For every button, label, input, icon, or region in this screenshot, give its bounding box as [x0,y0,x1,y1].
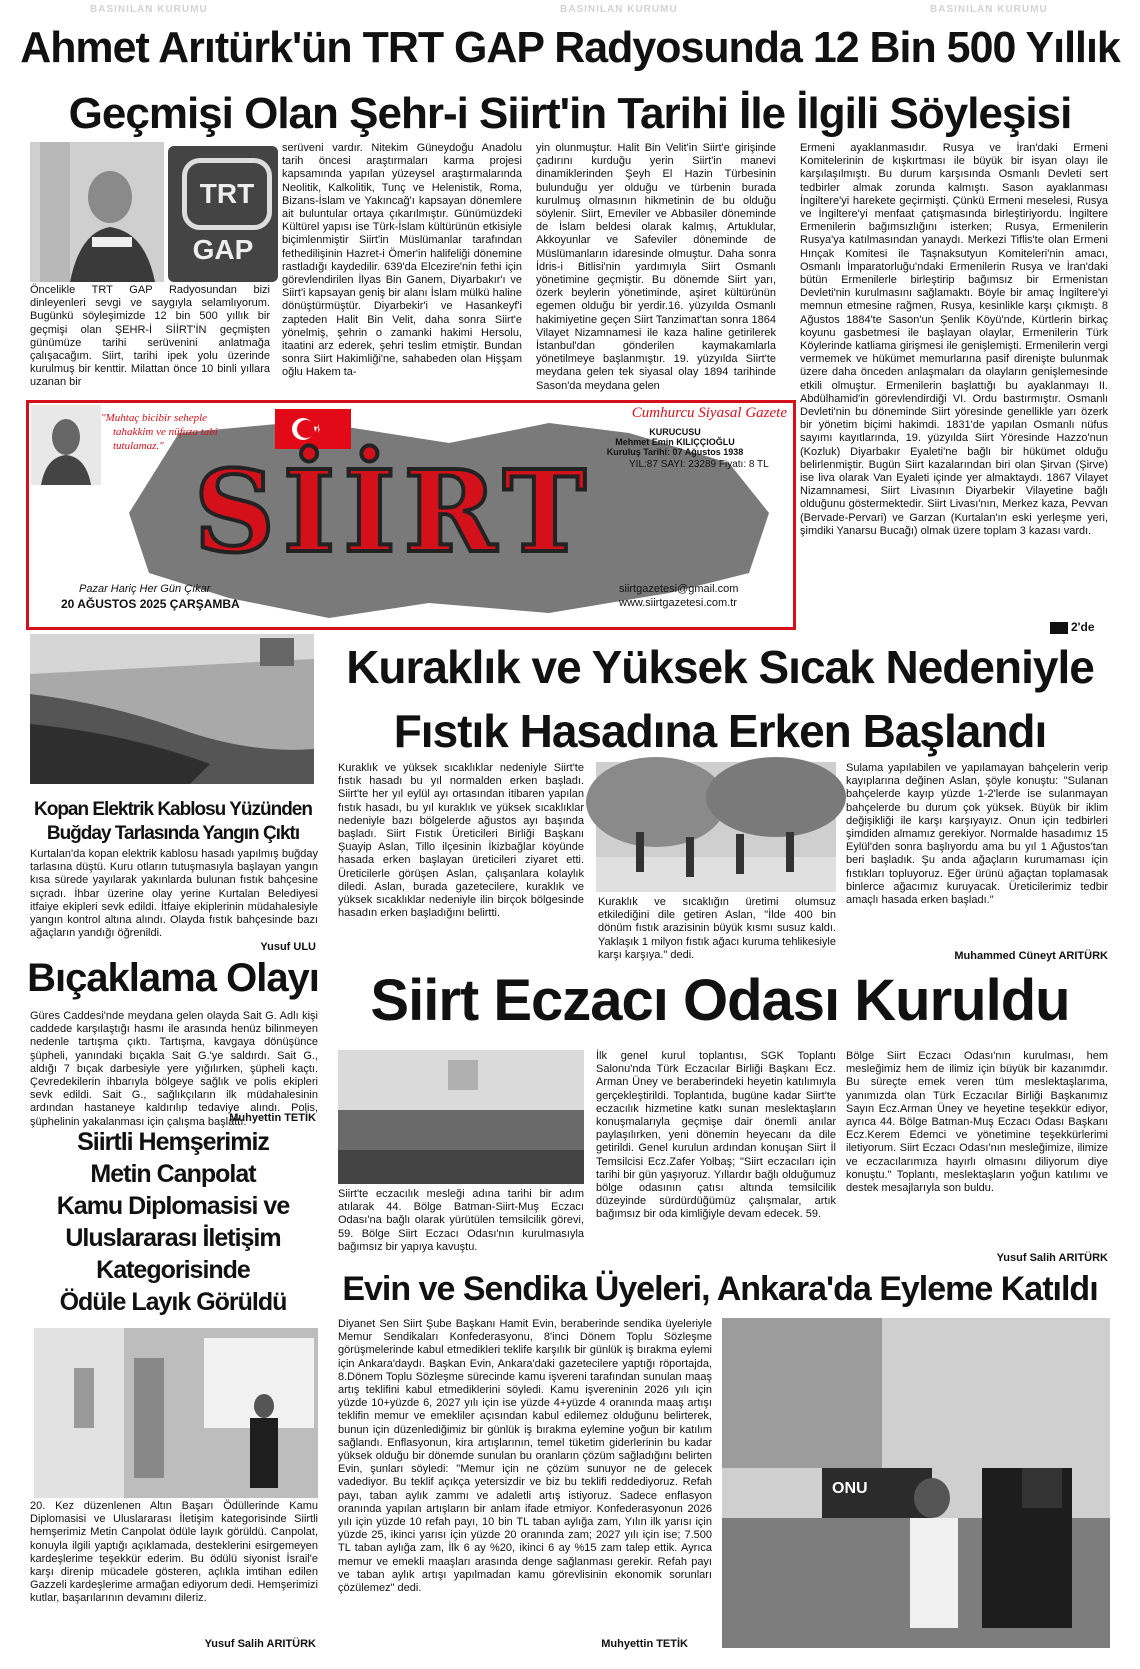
top-story-headline-2: Geçmişi Olan Şehr-i Siirt'in Tarihi İle İlgili Söyleşisi [68,89,1072,138]
ataturk-quote-line1: "Muhtaç bicibir seheple [101,412,208,424]
issue-date: 20 AĞUSTOS 2025 ÇARŞAMBA [61,597,240,611]
stab-body: Güres Caddesi'nde meydana gelen olayda Sait G. Adlı kişi caddede karşılaştığı hasmı ile arasında henüz bilinmeyen nedenle tartışma çıktı. Tartışma, kavgaya dönüşünce şüpheli, yanındaki bıçakla Sait G.'ye saldırdı. Sait G., aldığı 7 bıçak darbesiyle yere yığılırken, şüpheli kaçtı. Çevredekilerin ihbarıyla bölgeye sağlık ve polis ekipleri sevk edildi. Sait G., sağlıkçıların ilk müdahalesinin ardından hastaneye kaldırılıp tedaviye alındı. Polis, şüphelinin yakalanması için çalışma başlattı. [30,1010,318,1128]
award-headline-line: Kategorisinde [96,1256,250,1284]
stab-headline: Bıçaklama Olayı [27,956,319,1000]
watermark: BASINILAN KURUMU [90,4,208,15]
founded-date: Kuruluş Tarihi: 07 Ağustos 1938 [606,447,744,457]
masthead [26,400,796,630]
continued-page: 2'de [1071,620,1095,634]
continued-square-icon [1050,622,1068,634]
top-story-col2: serüveni vardır. Nitekim Güneydoğu Anadolu tarih öncesi araştırmaları karma projesi kapsamında yapılan yüzeysel araştırmalarında Neolitik, Kalkolitik, Tunç ve Helenistik, Roma, Bizans-İslam ve Yakıncağ'ı kapsayan dönemlere ait buluntular ortaya çıkarılmıştır. Günümüzdeki Kültürel yapısı ise Türk-İslam kültürünün etkisiyle biçimlenmiştir Siirt'in Müslümanlar tarafından fethedilişinin Hazret-i Ömer'in halifeliği dönemine rastladığı kaydedilir. 639'da Elcezire'nin fethi için görevlendirilen İlyas Bin Ganem, Diyarbakır'ı ve Siirt'i kapsayan geniş bir alanı İslam mülkü haline dönüştürmüştür. Diyarbekir'i ve Hasankeyf'i zapteden Halit Bin Velit, daha sonra Siirt'e yönelmiş, şehrin o zamanki hakimi Hersolu, itaatini arz ederek, şehri teslim etmiştir. Bundan sonra Siirt Hakimliği'ne, sahabeden olan Hişşam oğlu Hakem ta- [282,142,522,379]
award-headline [26,1126,320,1318]
union-photo [722,1318,1110,1648]
top-story-headline-1: Ahmet Arıtürk'ün TRT GAP Radyosunda 12 Bin 500 Yıllık [20,23,1120,72]
top-story-col1: Öncelikle TRT GAP Radyosundan bizi dinleyenleri sevgi ve saygıyla selamlıyorum. Bugünkü söyleşimizde 12 bin 500 yıllık bir geçmişi olan ŞEHR-İ SİİRT'İN geçmişten günümüze tarihi serüvenini anlatmağa çalışacağım. Siirt, tarihi ipek yolu üzerinde kurulmuş bir kenttir. Milattan önce 10 binli yıllara uzanan bir [30,284,270,389]
award-headline-line: Metin Canpolat [90,1160,256,1188]
pistachio-caption: Kuraklık ve sıcaklığın üretimi olumsuz etkilediğini dile getiren Aslan, "İlde 400 bin dönüm fıstık arazisinin büyük kısmı susuz kaldı. Yaklaşık 1 milyon fıstık ağacı kuruma tehlikesiyle karşı karşıya." dedi. [598,896,836,961]
pistachio-col1: Kuraklık ve yüksek sıcaklıklar nedeniyle Siirt'te fıstık hasadı bu yıl normalden erken başladı. Siirt'te her yıl eylül ayı ortasından itibaren yapılan fıstık hasadı, bu yıl kuraklık ve yüksek sıcaklıklar nedeniyle bazı bölgelerde ağustos ayı başında başladı. Siirt Fıstık Üreticileri Birliği Başkanı Şuayip Aslan, Tillo ilçesinin İkizbağlar köyünde hasada erken başlayan üreticileri ziyaret etti. Üreticilerle görüşen Aslan, çalışanlara kolaylık diledi. Aslan, burada gazetecilere, kuraklık ve yüksek sıcaklıklar nedeniyle ilin birçok bölgesinde hasadın erken başladığını belirtti. [338,762,584,920]
fire-headline-1: Kopan Elektrik Kablosu Yüzünden [34,799,312,820]
pistachio-headline-1: Kuraklık ve Yüksek Sıcak Nedeniyle [346,641,1094,693]
fire-photo [30,634,314,784]
founder-label: KURUCUSU [649,427,701,437]
pistachio-col3: Sulama yapılabilen ve yapılamayan bahçelerin verip kayıplarına değinen Aslan, şöyle konuştu: "Sulanan bahçelerde kayıp yüzde 1-2'lerde ise sulanmayan bahçelerde bu durum çok yüksek. Büyük bir iklim değişikliği ile karşı karşıyayız. Onun için tedbirleri şimdiden almamız gerekiyor. Normalde hasadımız 15 Eylül'den sonra başlıyordu ama bu yıl 1 Ağustos'tan beri başladık. Şu anda ağaçların kurumaması için fıstıkları topluyoruz. Eğer ürünü ağaçtan toplamasak binlerce ağacımız kuruyacak. Üreticilerimiz tedbir amaçlı hasada erken başladı." [846,762,1108,907]
pharmacy-headline: Siirt Eczacı Odası Kuruldu [370,968,1070,1033]
award-photo [34,1328,318,1498]
award-headline-line: Siirtli Hemşerimiz [77,1128,269,1156]
author-photo [30,142,164,282]
pharmacy-photo [338,1050,584,1184]
union-body: Diyanet Sen Siirt Şube Başkanı Hamit Evin, beraberinde sendika üyeleriyle Memur Sendikaları Konfederasyonu, 8'inci Dönem Toplu Sözleşme görüşmelerinde kabul etmedikleri teklife karşılık bir günlük iş bırakma eylemi için Ankara'daydı. Başkan Evin, Ankara'daki gazetecilere yaptığı röportajda, 8.Dönem Toplu Sözleşme sürecinde kamu işvereni tarafından sunulan maaş artış teklifini kabul etmediklerini söyledi. Kamu işvereninin 2026 yılı için yüzde 10+yüzde 6, 2027 yılı için ise yüzde 4+yüzde 4 oranında maaş artışı teklifin memur ve emekliler açısından kabul edilemez olduğunu belirterek, bunun için düzenlediğimiz bir günlük iş bırakma eylemine yoğun bir katılım sağlandı. Enflasyonun, kira artışlarının, temel tüketim giderlerinin bu kadar yüksek olduğu bir dönemde sunulan bu oranların çözüm sağladığını belirten Evin, şunları söyledi: "Memur için ne çözüm sunuyor ne de gelecek vadediyor. Bu teklif açıkça yetersizdir ve biz bu teklifi reddediyoruz. Refah payı, taban aylık zammı ve adaletli artış istiyoruz. Sadece enflasyon oranında yapılan artışların bir anlam ifade etmiyor. Konfederasyonun 2026 yılı için yüzde 10 refah payı, 10 bin TL taban aylığa zam, Yılın ilk yarısı için yüzde 25, ikinci yarısı için yüzde 20 oranında zam; 2027 yılı için ise; 7.500 TL taban aylığa zam, İlk 6 ay %20, ikinci 6 ay %15 zam talep ettik. Ayrıca memur ve emekli maaşları arasında denge sağlanması gerekir. Refah payı ve taban aylık artışı yapılmadan kamu görevlisinin ekonomik sorunları çözülemez" dedi. [338,1318,712,1595]
contact-email[interactable]: siirtgazetesi@gmail.com [619,583,739,595]
stab-byline: Muhyettin TETİK [229,1112,316,1124]
award-byline: Yusuf Salih ARITÜRK [204,1638,316,1650]
award-headline-line: Ödüle Layık Görüldü [59,1288,287,1316]
masthead-title: SİİRT [193,447,595,578]
fire-headline-2: Buğday Tarlasında Yangın Çıktı [46,823,300,844]
pistachio-headline-2: Fıstık Hasadına Erken Başlandı [393,705,1047,757]
fire-body: Kurtalan'da kopan elektrik kablosu hasadı yapılmış buğday tarlasına düştü. Kuru otların tutuşmasıyla başlayan yangın kısa sürede yayılarak yakınlarda bulunan fıstık bahçesine sıçradı. İhbar üzerine olay yerine Kurtalan Belediyesi itfaiye ekipleri sevk edildi. İtfaiye ekiplerinin müdahalesiyle yangın kontrol altına alındı. Olayda fıstık bahçesinde bazı ağaçların yandığı öğrenildi. [30,848,318,940]
pistachio-byline: Muhammed Cüneyt ARITÜRK [954,950,1108,962]
top-story-col3: yin olunmuştur. Halit Bin Velit'in Siirt'e girişinde çadırını kurduğu yerin Siirt'in manevi dinamiklerinden Şeyh El Hazin Türbesinin bulunduğu yer olduğu ve türbenin burada kurulmuş olmasının hikmetinin de bu olduğu söylenir. Siirt, Emeviler ve Abbasiler döneminde de İslam beldesi olarak kalmış, Artuklular, Akkoyunlar ve Safeviler döneminde de Müslümanların idaresinde olmuştur. Daha sonra İdris-i Bitlisi'nin yardımıyla Siirt Osmanlı yönetimine geçmiştir. Bu dönemde Siirt yarı, özerk beylerin yönetiminde, aşiret kültürünün egemen olduğu bir yerdir.16. yüzyılda Osmanlı hakimiyetine geçen Siirt Tanzimat'tan sonra 1864 Vilayet Nizamnamesi ile kaza haline getirilerek İstanbul'dan gönderilen kaymakamlarla yönetilmeye başlanmıştır. 19. yüzyılda Siirt'te meydana gelen tek siyasal olay 1894 tarihinde Sason'da meydana gelen [536,142,776,392]
issue-info: YIL:87 SAYI: 23289 Fiyatı: 8 TL [629,459,769,470]
union-photo-sign: ONU [832,1480,868,1497]
ataturk-quote-line2: tahakkim ve nüfuza tabi tutulamaz." [113,426,218,452]
award-body: 20. Kez düzenlenen Altın Başarı Ödüllerinde Kamu Diplomasisi ve Uluslararası İletişim kategorisinde Siirtli hemşerimiz Metin Canpolat ödüle layık görüldü. Canpolat, konuyla ilgili yaptığı açıklamada, desteklerini esirgemeyen kardeşlerime teşekkür ederim. Bu ödülü siyonist İsrail'e karşı direnip mücadele gösteren, açlıkla imtihan edilen Gazzeli kardeşlerime armağan ediyorum dedi. Hemşerimizi kutlar, başarılarının devamını dileriz. [30,1500,318,1605]
pharmacy-caption: Siirt'te eczacılık mesleği adına tarihi bir adım atılarak 44. Bölge Batman-Siirt-Muş Eczacı Odası'na bağlı olarak yürütülen temsilcilik görevi, 59. Bölge Siirt Eczacı Odası'nın kurulmasıyla bağımsız bir yapıya kavuştu. [338,1188,584,1253]
union-headline: Evin ve Sendika Üyeleri, Ankara'da Eyleme Katıldı [342,1270,1098,1308]
pharmacy-byline: Yusuf Salih ARITÜRK [996,1252,1108,1264]
continued-marker [1050,620,1095,634]
publication-frequency: Pazar Hariç Her Gün Çıkar [79,583,211,595]
website-link[interactable]: www.siirtgazetesi.com.tr [619,597,737,609]
pharmacy-col3: Bölge Siirt Eczacı Odası'nın kurulması, hem mesleğimiz hem de ilimiz için büyük bir kazanımdır. Bu süreçte emek veren tüm meslektaşlarıma, yanımızda olan Türk Eczacılar Birliği Başkanımız Sayın Ecz.Arman Üney ve heyetine teşekkür ediyor, ayrıca 44. Bölge Batman-Muş Eczacı Odası Başkanı Ecz.Kerem Edemci ve yönetimine teşekkürlerimi iletiyorum. Siirt Eczacı Odası'nın mesleğimize, ilimize ve eczacılarımıza hayırlı olmasını diliyorum diye konuştu." Toplantı, meslektaşların yoğun katılımı ve destek mesajlarıyla son buldu. [846,1050,1108,1195]
fire-byline: Yusuf ULU [260,941,316,953]
watermark: BASINILAN KURUMU [560,4,678,15]
masthead-subtitle: Cumhurcu Siyasal Gazete [631,405,787,421]
trt-gap-logo [168,146,278,282]
award-headline-line: Kamu Diplomasisi ve [56,1192,290,1220]
award-headline-line: Uluslararası İletişim [65,1224,281,1252]
pistachio-photo [596,762,836,892]
union-byline: Muhyettin TETİK [601,1638,688,1650]
trt-logo-text: TRT [182,158,272,230]
watermark: BASINILAN KURUMU [930,4,1048,15]
top-story-col4: Ermeni ayaklanmasıdır. Rusya ve İran'daki Ermeni Komitelerinin de kışkırtması ile büyük bir isyan olayı ile karşılaşılmıştı. Bu durum karşısında Osmanlı Devleti sert tedbirler almak zorunda kalmıştı. Sason ayaklanması İngiltere'yi harekete geçirmişti. Çünkü Ermeni meselesi, Rusya ve İngiltere'yi menfaat çatışmasında birleştiriyordu. İngiltere Ermenilerin bağımsızlığını isterken; Rusya, Ermenilerin Rusya'ya katılmasından yanaydı. Merkezi Tiflis'te olan Ermeni Hınçak Komitesi ile Taşnaksutyun Komiteleri'nin amacı, Osmanlı İmparatorluğu'ndaki Ermenilerin Rusya ve İran'daki bütün Ermenilerle birleştirip bağımsız bir Ermenistan Devleti'nin kurulmasını sağlamaktı. Böyle bir amaç İngiltere'yi memnun etmesine rağmen, Rusya, kesinlikle karşı çıkmıştı. 8 Ağustos 1884'te Sason'un Şenlik Köyü'nde, Kürtlerin birkaç koyunu gasbetmesi ile başlayan olaylar, Ermenilerin Türk Köylerinde katliama girişmesi ile genişlemişti. Ermenilerin vergi vermemek ve hükümet memurlarına pasif direnişte bulunmak üzere daha önceden anlaşmaları da olayların genişlemesinde etkili olmuştur. Ermenilerin başlattığı bu ayaklanmayı II. Abdülhamid'in görevlendirdiği VI. Ordu bastırmıştır. Osmanlı Devleti'nin bu döneminde Siirt yöresinde genellikle yarı özerk bir yönetim biçimi hakimdi. 1831'de yapılan Osmanlı nüfus sayımı kayıtlarında, 19. yüzyılda Siirt Yöresinde Hazzo'nun (Kozluk) Diyarbakır Eyaleti'ne bağlı bir hükümet olduğu belirlenmiştir. Bugün Siirt kazalarından biri olan Şirvan (Şirve) ise liva olarak Van Eyaleti içinde yer almaktaydı. 1867 Vilayet Nizamnamesi, Siirt Livasının Diyarbekir Vilayetine bağlı olduğunu göstermektedir. Siirt Livası'nın, Merkez kaza, Pevvan (Bervade-Pervari) ve Garzan (Kurtalan'ın eski yerleşme yeri, şimdiki Yanarsu Bucağı) olmak üzere toplam 3 kazası vardı. [800,142,1108,537]
pharmacy-col2: İlk genel kurul toplantısı, SGK Toplantı Salonu'nda Türk Eczacılar Birliği Başkanı Ecz. Arman Üney ve beraberindeki heyetin katılımıyla gerçekleştirildi. Toplantıda, bugüne kadar Siirt'te eczacılık hizmetine katkı sunan meslektaşların konuşmalarıyla geçmişe dair önemli anılar paylaşılırken, yeni dönemin heyecanı da dile getirildi. Genel kurulun ardından konuşan Siirt İl Temsilcisi Ecz.Zafer Yolbaş; "Siirt eczacıları için tarihi bir gün yaşıyoruz. Yıllardır bağlı olduğumuz bölge odasının çatısı altında temsilcilik düzeyinde sürdürdüğümüz çalışmalar, artık bağımsız bir oda kimliğiyle devam edecek. 59. [596,1050,836,1221]
gap-logo-text: GAP [192,234,254,265]
founder-name: Mehmet Emin KILIÇÇIOĞLU [615,437,735,447]
